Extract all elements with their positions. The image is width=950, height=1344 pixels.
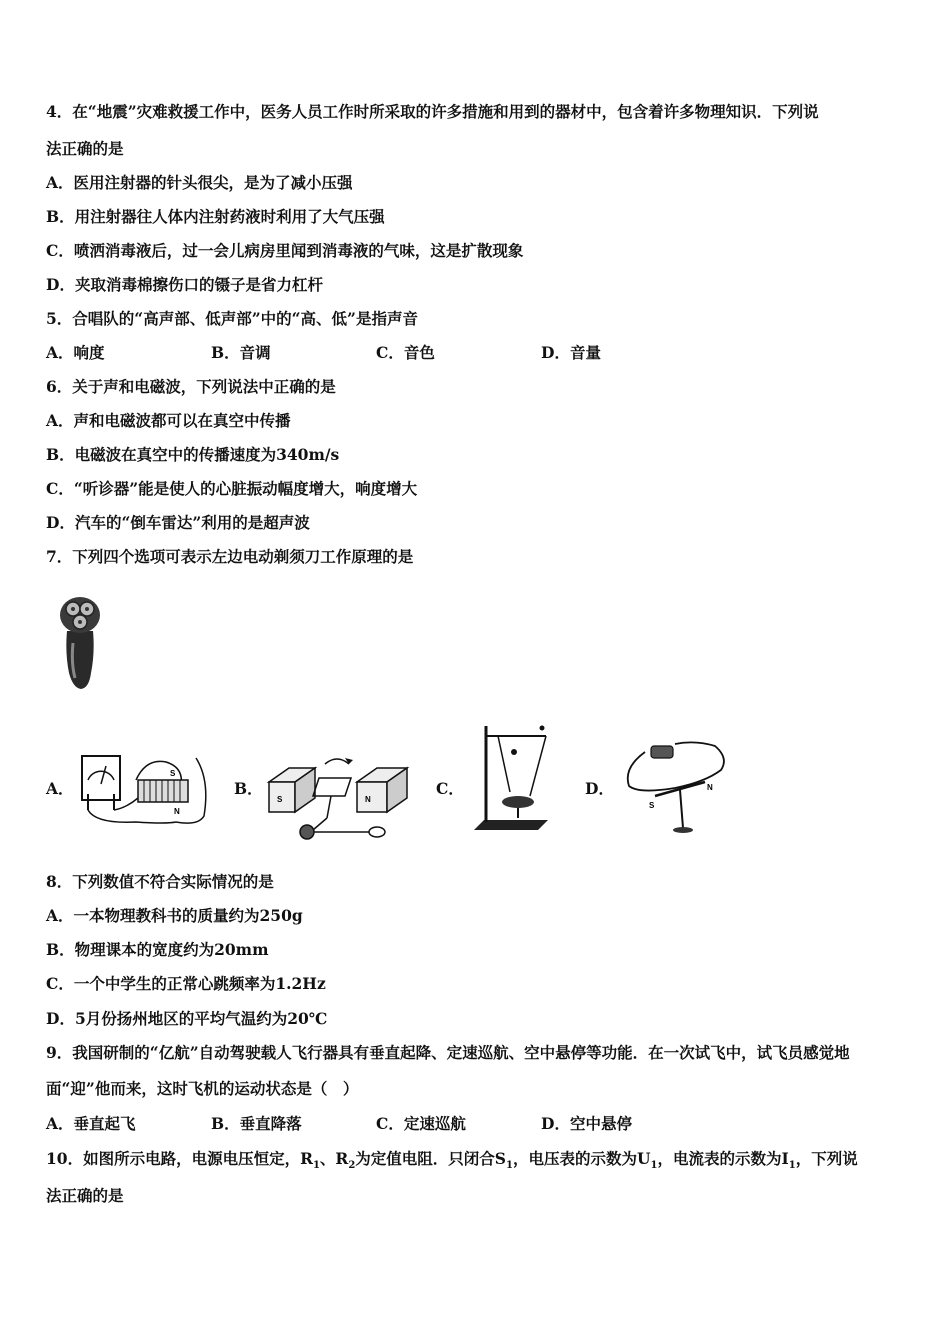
- q10-text-2: 、R: [319, 1149, 349, 1168]
- q8-option-b: B．物理课本的宽度约为20mm: [46, 940, 269, 959]
- q4-option-b: B．用注射器往人体内注射药液时利用了大气压强: [46, 207, 385, 226]
- q8-option-a: A．一本物理教科书的质量约为250g: [46, 906, 303, 925]
- figure-a-n-label: N: [174, 807, 180, 816]
- q5-option-d: D．音量: [541, 343, 601, 362]
- q6-option-d: D．汽车的“倒车雷达”利用的是超声波: [46, 513, 310, 532]
- q10-stem-line1: [46, 1149, 858, 1176]
- q10-text-6: ，下列说: [795, 1149, 858, 1168]
- figure-d-s-label: S: [649, 801, 655, 810]
- q5-stem: 5．合唱队的“高声部、低声部”中的“高、低”是指声音: [46, 309, 418, 328]
- q9-stem-line2: 面“迎”他而来，这时飞机的运动状态是（ ）: [46, 1079, 359, 1098]
- q10-sub-4: 1: [650, 1160, 658, 1172]
- q4-stem-line2: 法正确的是: [46, 139, 124, 158]
- q7-option-d-label: D．: [585, 779, 614, 798]
- q5-option-a: A．响度: [46, 343, 105, 362]
- q5-option-b: B．音调: [211, 343, 271, 362]
- q6-stem: 6．关于声和电磁波，下列说法中正确的是: [46, 377, 336, 396]
- q9-option-b: B．垂直降落: [211, 1114, 302, 1133]
- figure-c-stand-conductor: [470, 722, 550, 838]
- q8-stem: 8．下列数值不符合实际情况的是: [46, 872, 274, 891]
- figure-b-s-label: S: [277, 795, 283, 804]
- q9-option-c: C．定速巡航: [376, 1114, 466, 1133]
- figure-b-n-label: N: [365, 795, 371, 804]
- q8-option-c: C．一个中学生的正常心跳频率为1.2Hz: [46, 974, 326, 993]
- q6-option-c: C．“听诊器”能是使人的心脏振动幅度增大，响度增大: [46, 479, 418, 498]
- q10-sub-5: 1: [788, 1160, 796, 1172]
- q5-option-c: C．音色: [376, 343, 435, 362]
- q4-option-c: C．喷洒消毒液后，过一会儿病房里闻到消毒液的气味，这是扩散现象: [46, 241, 524, 260]
- q6-option-b: B．电磁波在真空中的传播速度为340m/s: [46, 445, 340, 464]
- figure-d-n-label: N: [707, 783, 713, 792]
- q8-option-d: D．5月份扬州地区的平均气温约为20℃: [46, 1009, 328, 1028]
- q10-text-4: ，电压表的示数为U: [512, 1149, 651, 1168]
- q7-option-b-label: B．: [234, 779, 263, 798]
- q4-option-a: A．医用注射器的针头很尖，是为了减小压强: [46, 173, 353, 192]
- shaver-figure: [55, 593, 105, 691]
- q9-stem-line1: 9．我国研制的“亿航”自动驾驶载人飞行器具有垂直起降、定速巡航、空中悬停等功能．在一次试飞中，试飞员感觉地: [46, 1043, 850, 1062]
- q6-option-a: A．声和电磁波都可以在真空中传播: [46, 411, 291, 430]
- q10-sub-1: 1: [312, 1160, 320, 1172]
- figure-d-oersted: [625, 738, 730, 838]
- figure-b-motor-magnets: [265, 752, 415, 844]
- q7-option-c-label: C．: [436, 779, 464, 798]
- q4-option-d: D．夹取消毒棉擦伤口的镊子是省力杠杆: [46, 275, 323, 294]
- q4-stem-line1: 4．在“地震”灾难救援工作中，医务人员工作时所采取的许多措施和用到的器材中，包含着许多物理知识．下列说: [46, 102, 819, 121]
- q10-sub-2: 2: [348, 1160, 356, 1172]
- q7-stem: 7．下列四个选项可表示左边电动剃须刀工作原理的是: [46, 547, 414, 566]
- q10-stem-line2: 法正确的是: [46, 1186, 124, 1205]
- q7-option-a-label: A．: [46, 779, 74, 798]
- q10-sub-3: 1: [505, 1160, 513, 1172]
- q10-text-1: 10．如图所示电路，电源电压恒定，R: [46, 1149, 313, 1168]
- q9-option-d: D．空中悬停: [541, 1114, 632, 1133]
- q9-option-a: A．垂直起飞: [46, 1114, 136, 1133]
- q10-text-5: ，电流表的示数为I: [657, 1149, 789, 1168]
- figure-a-s-label: S: [170, 769, 176, 778]
- q10-text-3: 为定值电阻．只闭合S: [355, 1149, 506, 1168]
- figure-a-galvanometer-coil: [76, 750, 216, 830]
